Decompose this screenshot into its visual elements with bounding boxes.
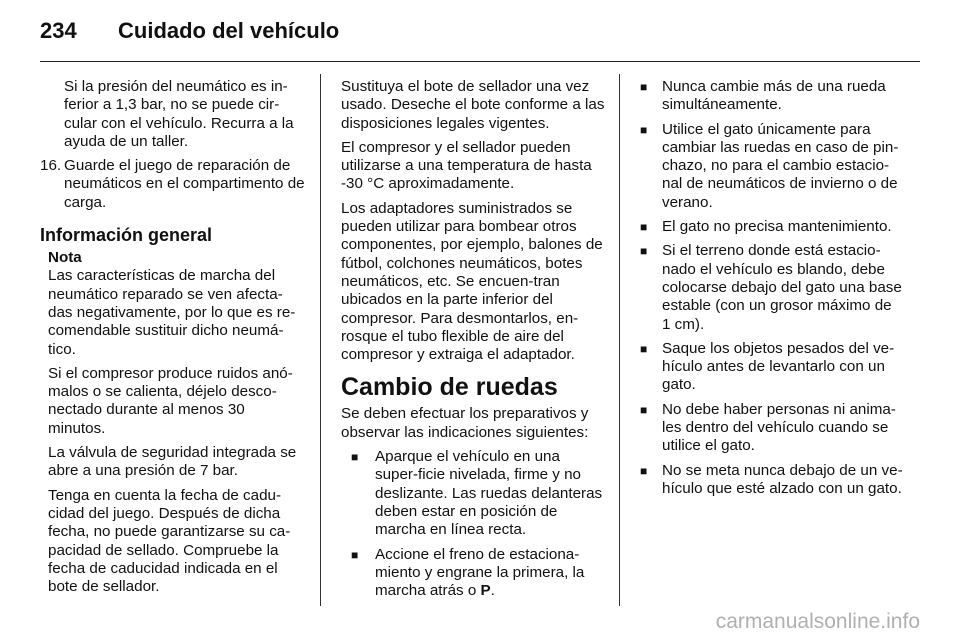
bullet-square-icon: ■ bbox=[640, 402, 648, 417]
list-item bbox=[636, 242, 904, 333]
page-header bbox=[40, 18, 339, 44]
bullet-square-icon: ■ bbox=[640, 244, 648, 259]
note-paragraph: Las características de marcha del neumático reparado se ven afecta-das negativamente, por lo que es re-comendable sustituir dicho neumá-tico. bbox=[48, 267, 296, 358]
list-item bbox=[341, 546, 605, 601]
list-item-text: No debe haber personas ni anima-les dentro del vehículo cuando se utilice el gato. bbox=[662, 400, 896, 455]
page-number: 234 bbox=[40, 18, 77, 43]
list-item bbox=[341, 448, 605, 539]
section-heading-general-info: Información general bbox=[40, 225, 213, 246]
bullet-square-icon: ■ bbox=[351, 547, 359, 562]
note-paragraph: Si el compresor produce ruidos anó-malos o se calienta, déjelo desco-nectado durante al menos 30 minutos. bbox=[48, 364, 293, 437]
bullet-list bbox=[636, 78, 904, 498]
list-item bbox=[636, 340, 904, 395]
intro-paragraph: Se deben efectuar los preparativos y observar las indicaciones siguientes: bbox=[341, 405, 589, 441]
step-number: 16. bbox=[40, 157, 62, 175]
list-item-text: Saque los objetos pesados del ve-hículo antes de levantarlo con un gato. bbox=[662, 339, 895, 394]
list-item-text-end: . bbox=[490, 582, 495, 600]
paragraph: Sustituya el bote de sellador una vez usado. Deseche el bote conforme a las disposiciones legales vigentes. bbox=[341, 78, 605, 132]
list-item-text: Utilice el gato únicamente para cambiar las ruedas en caso de pin-chazo, no para el cambio estacio-nal de neumáticos de invierno o de verano. bbox=[662, 120, 899, 211]
note-paragraph: Tenga en cuenta la fecha de cadu-cidad del juego. Después de dicha fecha, no puede garantizarse su ca-pacidad de sellado. Compruebe la fecha de caducidad indicada en el bote de sellador. bbox=[48, 486, 291, 596]
list-item-text: Nunca cambie más de una rueda simultáneamente. bbox=[662, 78, 886, 114]
list-item bbox=[636, 78, 904, 115]
list-item-text: El gato no precisa mantenimiento. bbox=[662, 218, 892, 236]
continued-step-text: Si la presión del neumático es in-ferior a 1,3 bar, no se puede cir-cular con el vehículo. Recurra a la ayuda de un taller. bbox=[64, 78, 294, 150]
column-2 bbox=[341, 78, 605, 606]
bullet-square-icon: ■ bbox=[640, 122, 648, 137]
column-3 bbox=[636, 78, 904, 504]
list-item bbox=[636, 218, 904, 236]
column-1 bbox=[40, 78, 305, 602]
gear-letter-p: P bbox=[480, 582, 491, 600]
paragraph: El compresor y el sellador pueden utilizarse a una temperatura de hasta -30 °C aproximadamente. bbox=[341, 138, 592, 193]
note-label: Nota bbox=[48, 249, 82, 267]
column-divider-left bbox=[320, 74, 321, 606]
list-item-text: Si el terreno donde está estacio-nado el vehículo es blando, debe colocarse debajo del gato una base estable (con un grosor máximo de 1 cm). bbox=[662, 242, 902, 333]
list-item bbox=[636, 121, 904, 212]
list-item bbox=[636, 401, 904, 456]
bullet-square-icon: ■ bbox=[640, 341, 648, 356]
header-rule bbox=[40, 61, 920, 62]
page-title: Cuidado del vehículo bbox=[118, 18, 340, 43]
list-item-text: Aparque el vehículo en una super-ficie nivelada, firme y no deslizante. Las ruedas delanteras deben estar en posición de marcha en línea recta. bbox=[375, 448, 603, 539]
bullet-square-icon: ■ bbox=[351, 450, 359, 465]
list-item bbox=[636, 462, 904, 499]
paragraph: Los adaptadores suministrados se pueden utilizar para bombear otros componentes, por ejemplo, balones de fútbol, colchones neumáticos, botes neumáticos, etc. Se encuen-tran ubicados en la parte inferior del compresor. Para desmontarlos, en-rosque el tubo flexible de aire del compresor y extraiga el adaptador. bbox=[341, 199, 603, 364]
bullet-square-icon: ■ bbox=[640, 80, 648, 94]
note-block bbox=[40, 249, 305, 596]
bullet-list bbox=[341, 448, 605, 600]
watermark: carmanualsonline.info bbox=[715, 610, 920, 633]
section-heading-wheel-change: Cambio de ruedas bbox=[341, 373, 558, 402]
bullet-square-icon: ■ bbox=[640, 463, 648, 478]
column-divider-right bbox=[619, 74, 620, 606]
note-paragraph: La válvula de seguridad integrada se abre a una presión de 7 bar. bbox=[48, 444, 297, 480]
step-text: Guarde el juego de reparación de neumáticos en el compartimento de carga. bbox=[64, 157, 305, 211]
list-item-text: No se meta nunca debajo de un ve-hículo que esté alzado con un gato. bbox=[662, 461, 903, 497]
list-item-text: Accione el freno de estaciona-miento y engrane la primera, la marcha atrás o bbox=[375, 545, 585, 600]
bullet-square-icon: ■ bbox=[640, 220, 648, 235]
step-16 bbox=[40, 157, 305, 212]
